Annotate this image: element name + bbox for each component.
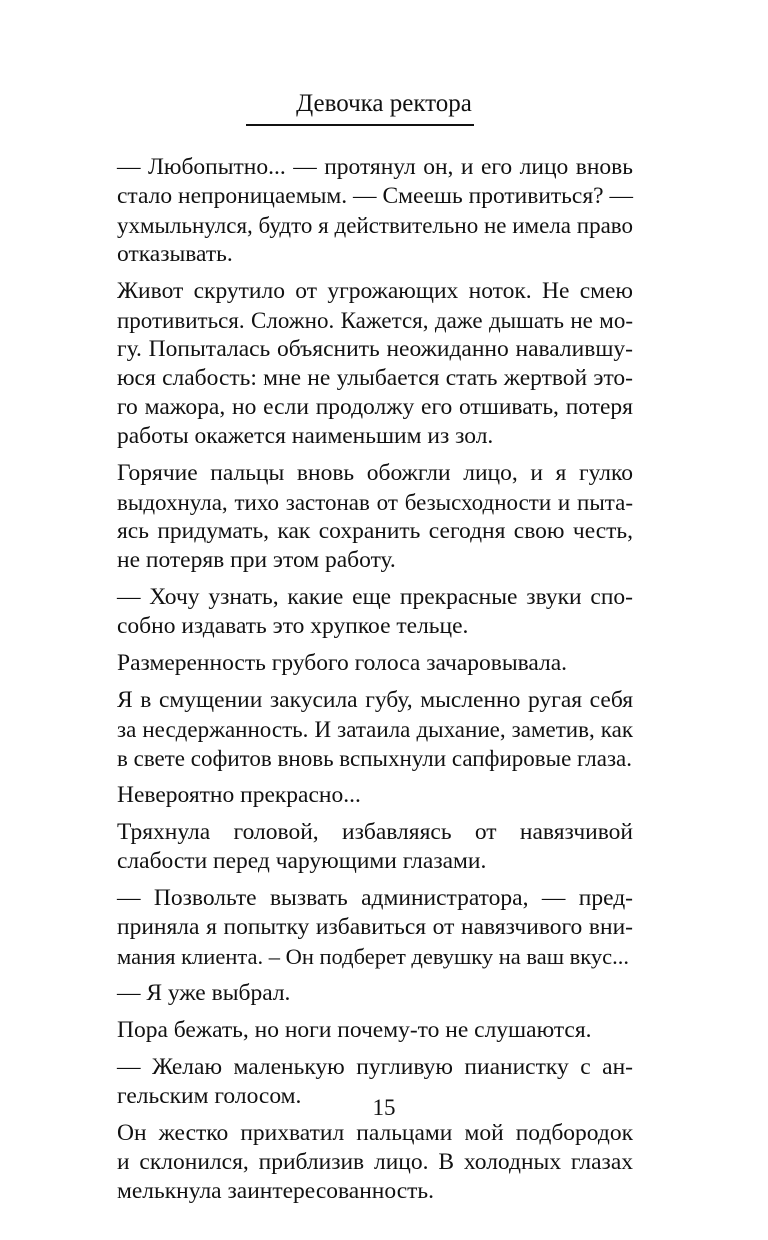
paragraph [117, 153, 633, 269]
text-line: стало непроницаемым. — Смеешь противиться? — [117, 183, 633, 209]
text-line: го мажора, но если продолжу его отшивать, потеря [117, 394, 633, 420]
text-line: приняла я попытку избавиться от навязчивого вни- [117, 914, 633, 940]
text-line: отказывать. [117, 241, 233, 267]
text-line: ясь придумать, как сохранить сегодня свою честь, [117, 518, 633, 544]
paragraph [117, 1016, 633, 1045]
text-line: Невероятно прекрасно... [117, 782, 361, 808]
text-line: гу. Попыталась объяснить неожиданно навалившу- [117, 336, 633, 362]
text-line: гельским голосом. [117, 1083, 302, 1109]
text-line: собно издавать это хрупкое тельце. [117, 613, 469, 639]
text-line: мания клиента. – Он подберет девушку на ваш вкус... [117, 944, 630, 969]
page-number: 15 [372, 1095, 396, 1120]
paragraph [117, 979, 633, 1008]
text-line: выдохнула, тихо застонав от безысходности и пыта- [117, 490, 633, 515]
paragraph [117, 884, 633, 971]
paragraph [117, 277, 633, 451]
paragraph [117, 583, 633, 641]
text-line: работы окажется наименьшим из зол. [117, 423, 494, 449]
text-line: — Хочу узнать, какие еще прекрасные звуки спо- [117, 584, 633, 610]
text-line: Я в смущении закусила губу, мысленно ругая себя [117, 687, 633, 713]
text-line: ухмыльнулся, будто я действительно не имела право [117, 213, 633, 238]
running-head-rule [246, 124, 474, 126]
text-line: Тряхнула головой, избавляясь от навязчивой [117, 819, 633, 845]
text-line: за несдержанность. И затаила дыхание, заметив, как [117, 717, 633, 742]
body-text [117, 153, 633, 1214]
paragraph [117, 649, 633, 678]
text-line: — Желаю маленькую пугливую пианистку с ан- [117, 1054, 633, 1080]
text-line: Горячие пальцы вновь обожгли лицо, и я гулко [117, 460, 633, 486]
text-line: Пора бежать, но ноги почему-то не слушаются. [117, 1017, 592, 1043]
text-line: — Я уже выбрал. [117, 980, 291, 1006]
text-line: Он жестко прихватил пальцами мой подбородок [117, 1120, 633, 1146]
paragraph [117, 818, 633, 876]
paragraph [117, 459, 633, 575]
text-line: Живот скрутило от угрожающих ноток. Не смею [117, 278, 633, 304]
text-line: в свете софитов вновь вспыхнули сапфировые глаза. [117, 746, 633, 771]
text-line: противиться. Сложно. Кажется, даже дышать не мо- [117, 308, 633, 333]
text-line: и склонился, приблизив лицо. В холодных глазах [117, 1149, 633, 1175]
text-line: не потеряв при этом работу. [117, 547, 396, 573]
text-line: — Любопытно... — протянул он, и его лицо вновь [117, 154, 633, 180]
text-line: мелькнула заинтересованность. [117, 1178, 434, 1204]
text-line: Размеренность грубого голоса зачаровывала. [117, 650, 568, 676]
text-line: слабости перед чарующими глазами. [117, 848, 487, 874]
text-line: юся слабость: мне не улыбается стать жертвой это- [117, 365, 633, 391]
paragraph [117, 686, 633, 773]
paragraph [117, 1119, 633, 1206]
running-head: Девочка ректора [296, 90, 472, 117]
paragraph [117, 781, 633, 810]
text-line: — Позвольте вызвать администратора, — пред- [117, 885, 633, 911]
